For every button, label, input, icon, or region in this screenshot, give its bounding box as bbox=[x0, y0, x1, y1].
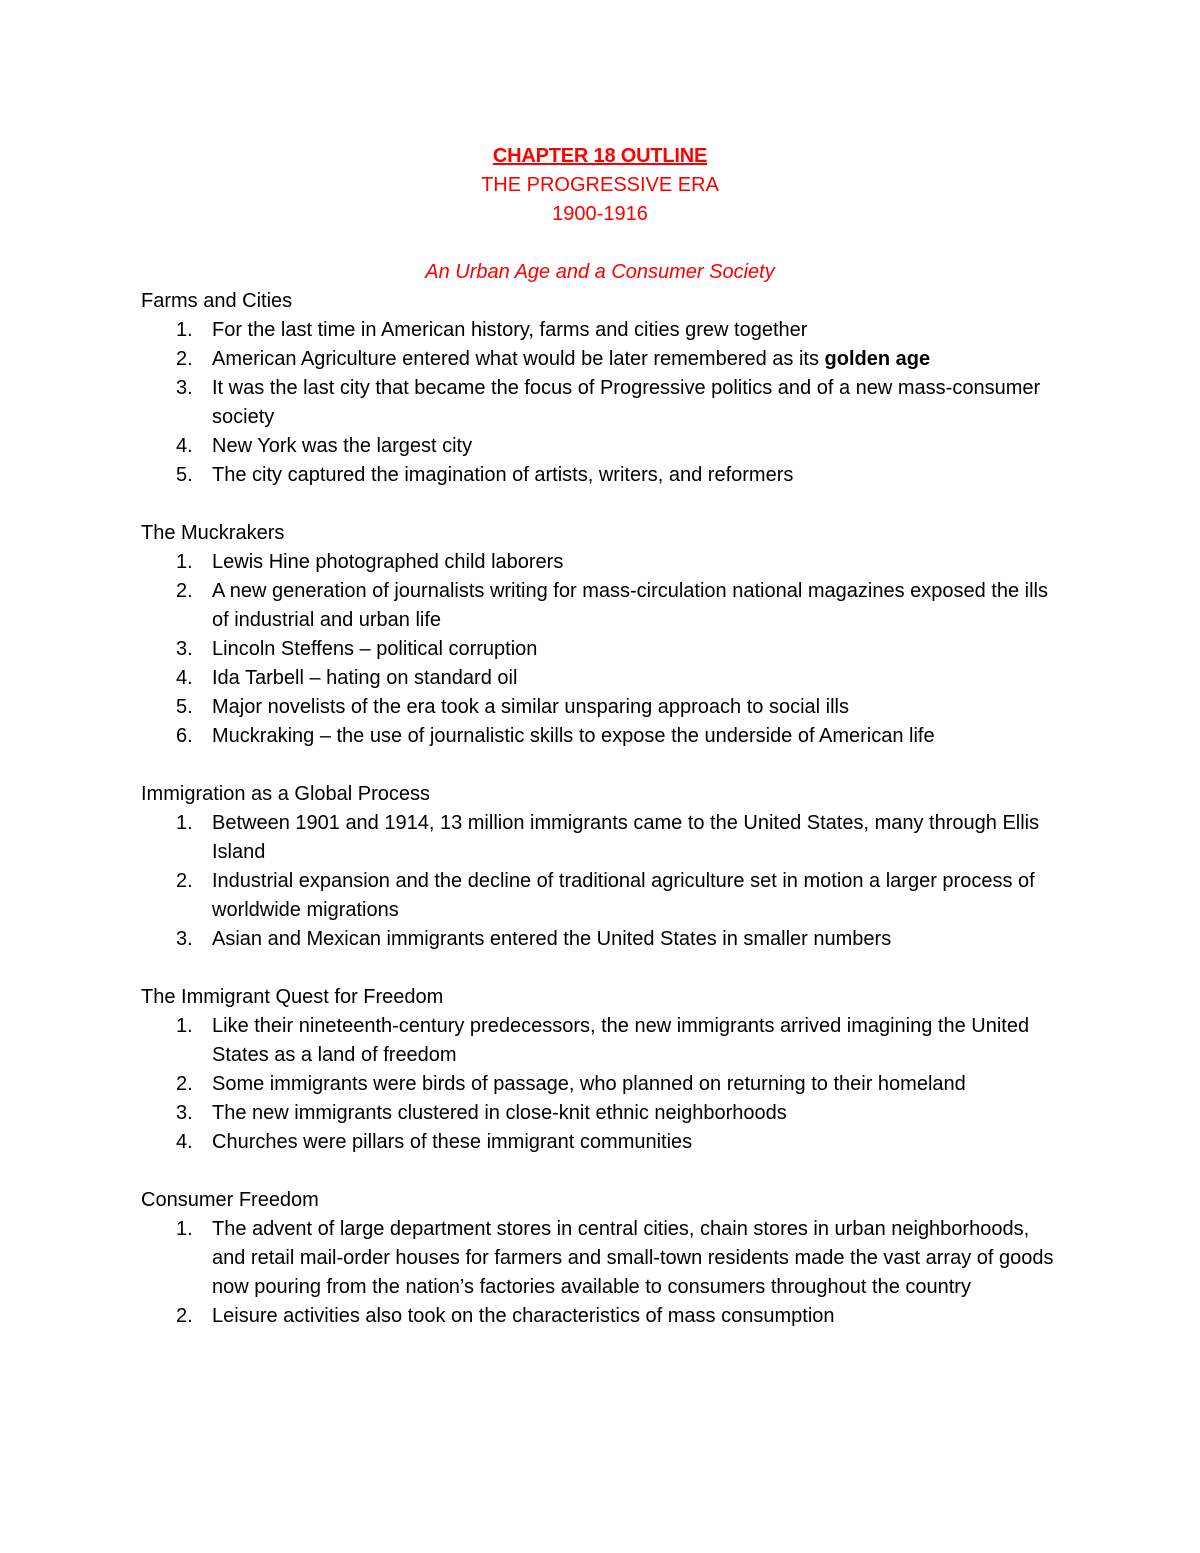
section-heading: The Immigrant Quest for Freedom bbox=[141, 986, 444, 1008]
item-text: The advent of large department stores in central cities, chain stores in urban neighborhoods, and retail mail-order houses for farmers and small-town residents made the vast array of goods now pouring from the nation’s factories available to consumers throughout the country bbox=[212, 1218, 1054, 1298]
section-heading: Consumer Freedom bbox=[141, 1189, 319, 1211]
outline-list bbox=[141, 809, 1061, 954]
item-text: The new immigrants clustered in close-knit ethnic neighborhoods bbox=[212, 1102, 787, 1124]
outline-list bbox=[141, 316, 1061, 490]
item-text: It was the last city that became the focus of Progressive politics and of a new mass-consumer society bbox=[212, 377, 1041, 428]
item-text: Leisure activities also took on the characteristics of mass consumption bbox=[212, 1305, 835, 1327]
list-item bbox=[141, 1012, 1061, 1070]
section-muckrakers bbox=[141, 519, 1061, 751]
era-years: 1900-1916 bbox=[552, 203, 648, 225]
item-number: 3. bbox=[176, 928, 193, 950]
item-number: 3. bbox=[176, 1102, 193, 1124]
chapter-title: CHAPTER 18 OUTLINE bbox=[492, 145, 708, 167]
list-item bbox=[141, 548, 1061, 577]
item-number: 1. bbox=[176, 812, 193, 834]
item-number: 2. bbox=[176, 348, 193, 370]
list-item bbox=[141, 722, 1061, 751]
list-item bbox=[141, 345, 1061, 374]
item-text: New York was the largest city bbox=[212, 435, 473, 457]
item-number: 2. bbox=[176, 580, 193, 602]
list-item bbox=[141, 577, 1061, 635]
item-text: Major novelists of the era took a similar unsparing approach to social ills bbox=[212, 696, 849, 718]
item-number: 1. bbox=[176, 319, 193, 341]
item-number: 2. bbox=[176, 870, 193, 892]
section-immigrant-quest bbox=[141, 983, 1061, 1157]
item-text: Industrial expansion and the decline of traditional agriculture set in motion a larger process of worldwide migrations bbox=[212, 870, 1035, 921]
list-item bbox=[141, 1215, 1061, 1302]
item-text: Muckraking – the use of journalistic skills to expose the underside of American life bbox=[212, 725, 935, 747]
outline-list bbox=[141, 1012, 1061, 1157]
section-farms-and-cities bbox=[141, 287, 1061, 490]
item-text: Some immigrants were birds of passage, who planned on returning to their homeland bbox=[212, 1073, 966, 1095]
item-text: Churches were pillars of these immigrant communities bbox=[212, 1131, 693, 1153]
list-item bbox=[141, 1070, 1061, 1099]
list-item bbox=[141, 432, 1061, 461]
item-number: 5. bbox=[176, 464, 193, 486]
item-text: Ida Tarbell – hating on standard oil bbox=[212, 667, 518, 689]
item-number: 6. bbox=[176, 725, 193, 747]
list-item bbox=[141, 1099, 1061, 1128]
item-number: 3. bbox=[176, 377, 193, 399]
item-number: 3. bbox=[176, 638, 193, 660]
section-title: An Urban Age and a Consumer Society bbox=[425, 261, 775, 283]
section-consumer-freedom bbox=[141, 1186, 1061, 1331]
list-item bbox=[141, 693, 1061, 722]
item-number: 2. bbox=[176, 1305, 193, 1327]
item-text: Like their nineteenth-century predecessors, the new immigrants arrived imagining the United States as a land of freedom bbox=[212, 1015, 1030, 1066]
outline-content bbox=[141, 287, 1061, 1360]
item-text: Lincoln Steffens – political corruption bbox=[212, 638, 538, 660]
list-item bbox=[141, 374, 1061, 432]
section-heading: The Muckrakers bbox=[141, 522, 285, 544]
outline-list bbox=[141, 1215, 1061, 1331]
item-number: 4. bbox=[176, 1131, 193, 1153]
list-item bbox=[141, 461, 1061, 490]
item-number: 1. bbox=[176, 551, 193, 573]
item-number: 5. bbox=[176, 696, 193, 718]
item-text: Between 1901 and 1914, 13 million immigrants came to the United States, many through Ellis Island bbox=[212, 812, 1040, 863]
item-bold-text: golden age bbox=[824, 348, 931, 370]
item-text: American Agriculture entered what would be later remembered as its bbox=[212, 348, 825, 370]
section-immigration-global bbox=[141, 780, 1061, 954]
section-heading: Immigration as a Global Process bbox=[141, 783, 431, 805]
item-number: 1. bbox=[176, 1015, 193, 1037]
item-text: Asian and Mexican immigrants entered the United States in smaller numbers bbox=[212, 928, 892, 950]
item-text: Lewis Hine photographed child laborers bbox=[212, 551, 564, 573]
list-item bbox=[141, 867, 1061, 925]
list-item bbox=[141, 809, 1061, 867]
list-item bbox=[141, 664, 1061, 693]
outline-list bbox=[141, 548, 1061, 751]
list-item bbox=[141, 1128, 1061, 1157]
list-item bbox=[141, 316, 1061, 345]
section-heading: Farms and Cities bbox=[141, 290, 293, 312]
title-block bbox=[0, 142, 1200, 287]
item-number: 4. bbox=[176, 435, 193, 457]
item-number: 2. bbox=[176, 1073, 193, 1095]
list-item bbox=[141, 925, 1061, 954]
list-item bbox=[141, 1302, 1061, 1331]
item-number: 1. bbox=[176, 1218, 193, 1240]
era-subtitle: THE PROGRESSIVE ERA bbox=[481, 174, 719, 196]
list-item bbox=[141, 635, 1061, 664]
item-text: The city captured the imagination of artists, writers, and reformers bbox=[212, 464, 794, 486]
item-text: For the last time in American history, farms and cities grew together bbox=[212, 319, 808, 341]
item-number: 4. bbox=[176, 667, 193, 689]
item-text: A new generation of journalists writing for mass-circulation national magazines exposed the ills of industrial and urban life bbox=[212, 580, 1048, 631]
